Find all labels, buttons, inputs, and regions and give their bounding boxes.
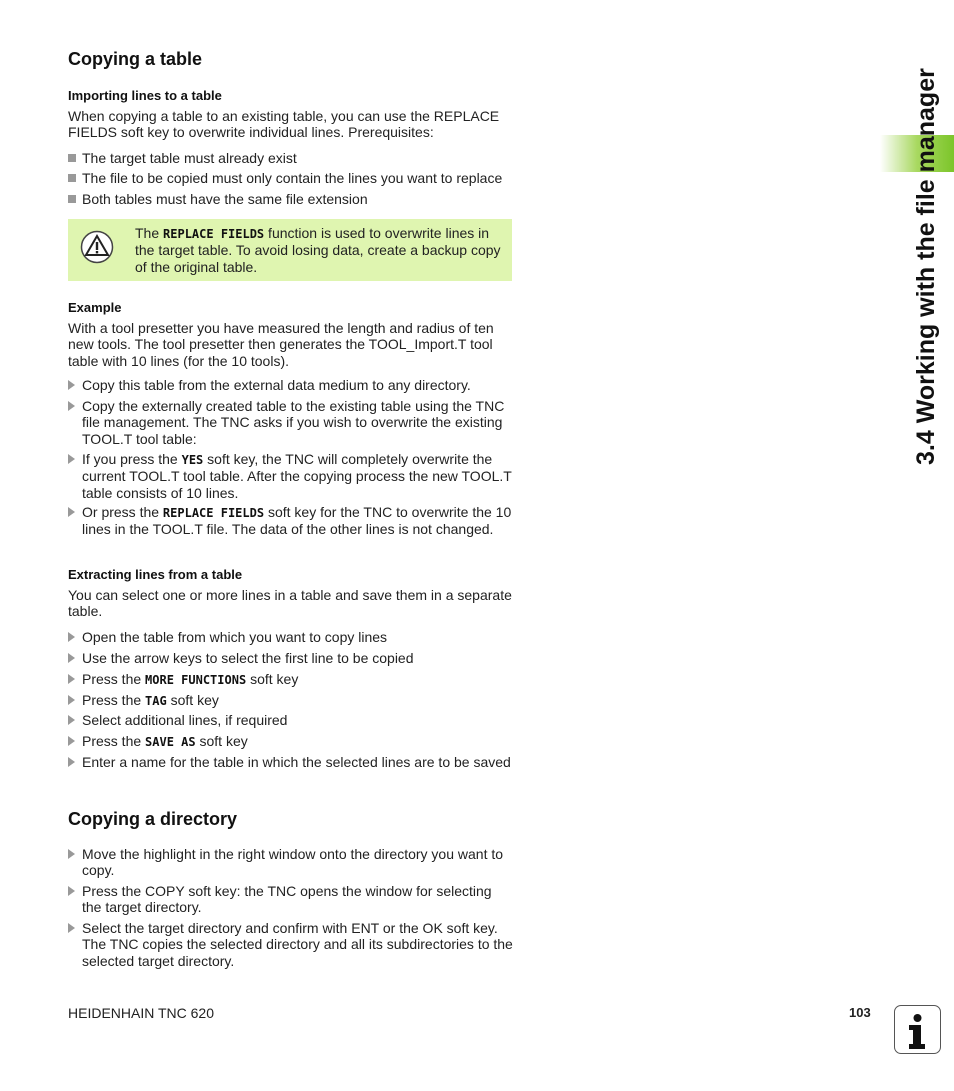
item-text: Press the — [82, 733, 146, 749]
item-text: soft key — [195, 733, 248, 749]
heading-example: Example — [68, 300, 122, 315]
warning-icon — [80, 230, 114, 264]
list-item — [68, 920, 514, 970]
item-text: soft key for the TNC to overwrite the 10 lines in the TOOL.T file. The data of the other lines is not changed. — [82, 504, 512, 538]
list-item — [68, 692, 514, 709]
softkey-label: REPLACE FIELDS — [162, 506, 265, 520]
heading-extracting: Extracting lines from a table — [68, 567, 243, 582]
list-item — [68, 150, 514, 166]
arrow-icon — [68, 757, 75, 767]
info-icon — [894, 1005, 941, 1054]
arrow-icon — [68, 401, 75, 411]
arrow-icon — [68, 695, 75, 705]
paragraph: With a tool presetter you have measured the length and radius of ten new tools. The tool presetter then generates the TOOL_Import.T tool table with 10 lines (for the 10 tools). — [68, 320, 494, 369]
list-item — [68, 754, 514, 771]
list-item — [68, 629, 514, 646]
arrow-icon — [68, 886, 75, 896]
item-text: Enter a name for the table in which the selected lines are to be saved — [82, 754, 511, 770]
arrow-icon — [68, 632, 75, 642]
bullet-square-icon — [68, 174, 76, 182]
softkey-label: YES — [181, 453, 204, 467]
item-text: If you press the — [82, 451, 182, 467]
item-text: Open the table from which you want to copy lines — [82, 629, 388, 645]
arrow-icon — [68, 849, 75, 859]
chapter-title: 3.4 Working with the file manager — [912, 68, 940, 465]
footer-text: HEIDENHAIN TNC 620 — [68, 1005, 215, 1021]
list-item — [68, 191, 514, 207]
item-text: Copy the externally created table to the existing table using the TNC file management. The TNC asks if you wish to overwrite the existing TOOL.T tool table: — [82, 398, 505, 447]
softkey-label: MORE FUNCTIONS — [145, 673, 247, 687]
item-text: Select the target directory and confirm with ENT or the OK soft key. The TNC copies the selected directory and all its subdirectories to the selected target directory. — [82, 920, 513, 969]
item-text: Press the — [82, 692, 146, 708]
list-item — [68, 170, 514, 186]
item-text: Copy this table from the external data medium to any directory. — [82, 377, 471, 393]
item-text: soft key, the TNC will completely overwrite the current TOOL.T tool table. After the copying process the new TOOL.T table consists of 10 lines. — [82, 451, 512, 501]
item-text: soft key — [166, 692, 219, 708]
bullet-square-icon — [68, 195, 76, 203]
heading-importing: Importing lines to a table — [68, 88, 222, 103]
arrow-icon — [68, 380, 75, 390]
list-item — [68, 883, 514, 917]
item-text: Both tables must have the same file extension — [82, 191, 368, 207]
arrow-icon — [68, 653, 75, 663]
arrow-icon — [68, 715, 75, 725]
paragraph: You can select one or more lines in a table and save them in a separate table. — [68, 587, 512, 620]
arrow-icon — [68, 923, 75, 933]
item-text: Press the COPY soft key: the TNC opens the window for selecting the target directory. — [82, 883, 492, 916]
list-item — [68, 451, 514, 501]
item-text: The file to be copied must only contain the lines you want to replace — [82, 170, 503, 186]
item-text: The target table must already exist — [82, 150, 297, 166]
page-number: 103 — [849, 1005, 871, 1020]
item-text: Or press the — [82, 504, 163, 520]
note-text: The REPLACE FIELDS function is used to overwrite lines in the target table. To avoid losing data, create a backup copy of the original table. — [135, 225, 501, 275]
item-text: Select additional lines, if required — [82, 712, 288, 728]
item-text: Use the arrow keys to select the first line to be copied — [82, 650, 414, 666]
bullet-square-icon — [68, 154, 76, 162]
list-item — [68, 671, 514, 688]
item-text: Move the highlight in the right window onto the directory you want to copy. — [82, 846, 504, 879]
warning-note — [68, 219, 512, 281]
heading-copying-table: Copying a table — [68, 49, 203, 69]
arrow-icon — [68, 507, 75, 517]
list-item — [68, 846, 514, 880]
list-item — [68, 650, 514, 667]
item-text: soft key — [246, 671, 299, 687]
arrow-icon — [68, 736, 75, 746]
item-text: Press the — [82, 671, 146, 687]
softkey-label: TAG — [145, 694, 167, 708]
list-item — [68, 398, 514, 448]
arrow-icon — [68, 674, 75, 684]
heading-copying-directory: Copying a directory — [68, 809, 238, 829]
list-item — [68, 733, 514, 750]
list-item — [68, 712, 514, 729]
arrow-icon — [68, 454, 75, 464]
list-item — [68, 504, 514, 538]
paragraph: When copying a table to an existing table, you can use the REPLACE FIELDS soft key to overwrite individual lines. Prerequisites: — [68, 108, 500, 141]
list-item — [68, 377, 514, 394]
softkey-label: SAVE AS — [145, 735, 196, 749]
